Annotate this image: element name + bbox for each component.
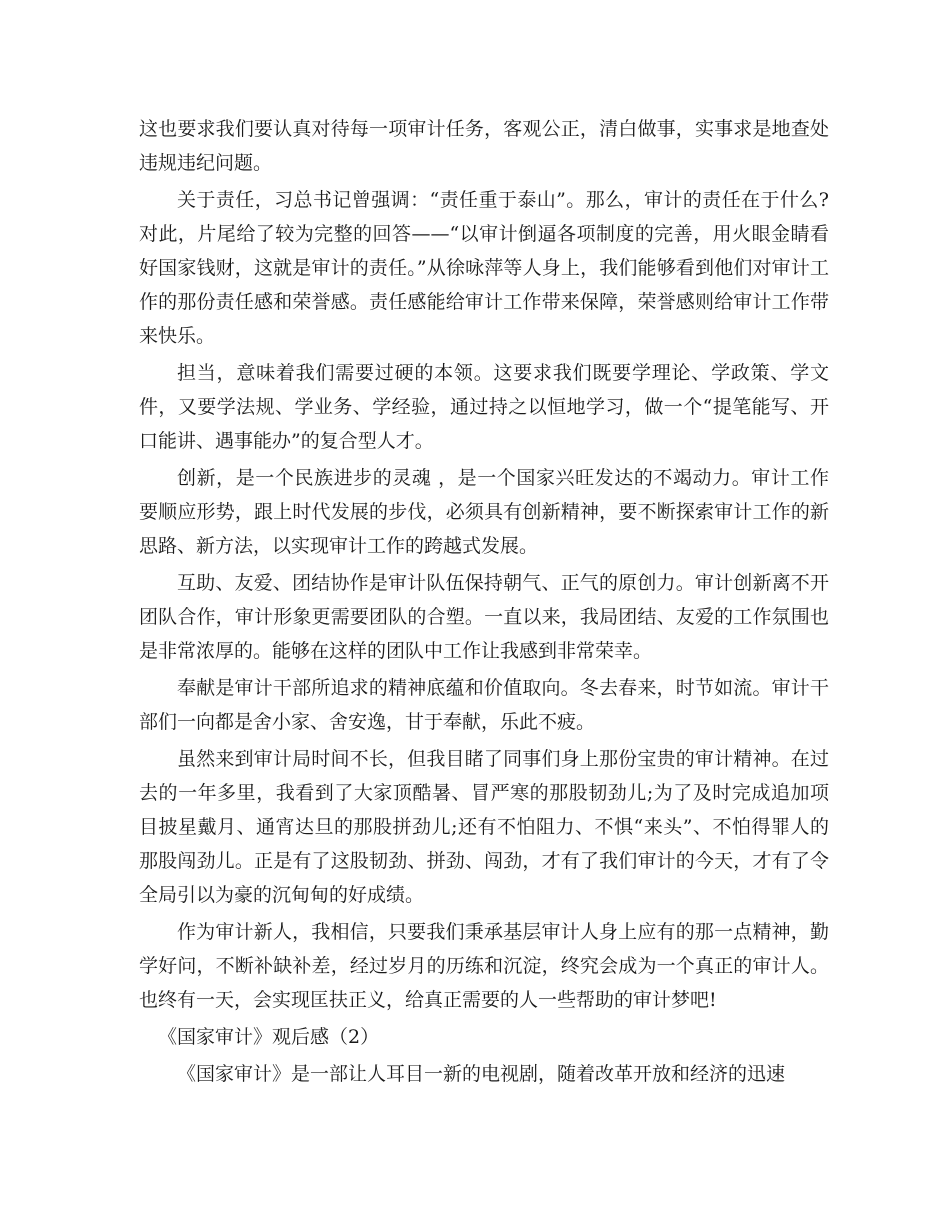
paragraph-responsibility: 关于责任，习总书记曾强调：“责任重于泰山”。那么，审计的责任在于什么?对此，片尾给了较为完整的回答——“以审计倒逼各项制度的完善，用火眼金睛看好国家钱财，这就是审计的责任。”从徐咏萍等人身上，我们能够看到他们对审计工作的那份责任感和荣誉感。责任感能给审计工作带来保障，荣誉感则给审计工作带来快乐。 — [139, 189, 829, 347]
paragraph-dedication: 奉献是审计干部所追求的精神底蕴和价值取向。冬去春来，时节如流。审计干部们一向都是舍小家、舍安逸，甘于奉献，乐此不疲。 — [139, 677, 829, 733]
section-subtitle: 《国家审计》观后感（2） — [158, 1026, 380, 1048]
document-page — [139, 112, 829, 1094]
paragraph-innovation: 创新，是一个民族进步的灵魂 ，是一个国家兴旺发达的不竭动力。审计工作要顺应形势，跟上时代发展的步伐，必须具有创新精神，要不断探索审计工作的新思路、新方法，以实现审计工作的跨越式发展。 — [139, 467, 829, 557]
paragraph-final: 《国家审计》是一部让人耳目一新的电视剧，随着改革开放和经济的迅速 — [177, 1063, 786, 1085]
paragraph-conclusion: 作为审计新人，我相信，只要我们秉承基层审计人身上应有的那一点精神，勤学好问，不断补缺补差，经过岁月的历练和沉淀，终究会成为一个真正的审计人。也终有一天，会实现匡扶正义，给真正需要的人一些帮助的审计梦吧! — [139, 921, 829, 1011]
paragraph-continuation: 这也要求我们要认真对待每一项审计任务，客观公正，清白做事，实事求是地查处违规违纪问题。 — [139, 118, 829, 174]
paragraph-commitment: 担当，意味着我们需要过硬的本领。这要求我们既要学理论、学政策、学文件，又要学法规、学业务、学经验，通过持之以恒地学习，做一个“提笔能写、开口能讲、遇事能办”的复合型人才。 — [139, 362, 829, 452]
paragraph-observation: 虽然来到审计局时间不长，但我目睹了同事们身上那份宝贵的审计精神。在过去的一年多里，我看到了大家顶酷暑、冒严寒的那股韧劲儿;为了及时完成追加项目披星戴月、通宵达旦的那股拼劲儿;还有不怕阻力、不惧“来头”、不怕得罪人的那股闯劲儿。正是有了这股韧劲、拼劲、闯劲，才有了我们审计的今天，才有了令全局引以为豪的沉甸甸的好成绩。 — [139, 748, 829, 906]
paragraph-teamwork: 互助、友爱、团结协作是审计队伍保持朝气、正气的原创力。审计创新离不开团队合作，审计形象更需要团队的合塑。一直以来，我局团结、友爱的工作氛围也是非常浓厚的。能够在这样的团队中工作让我感到非常荣幸。 — [139, 572, 829, 662]
